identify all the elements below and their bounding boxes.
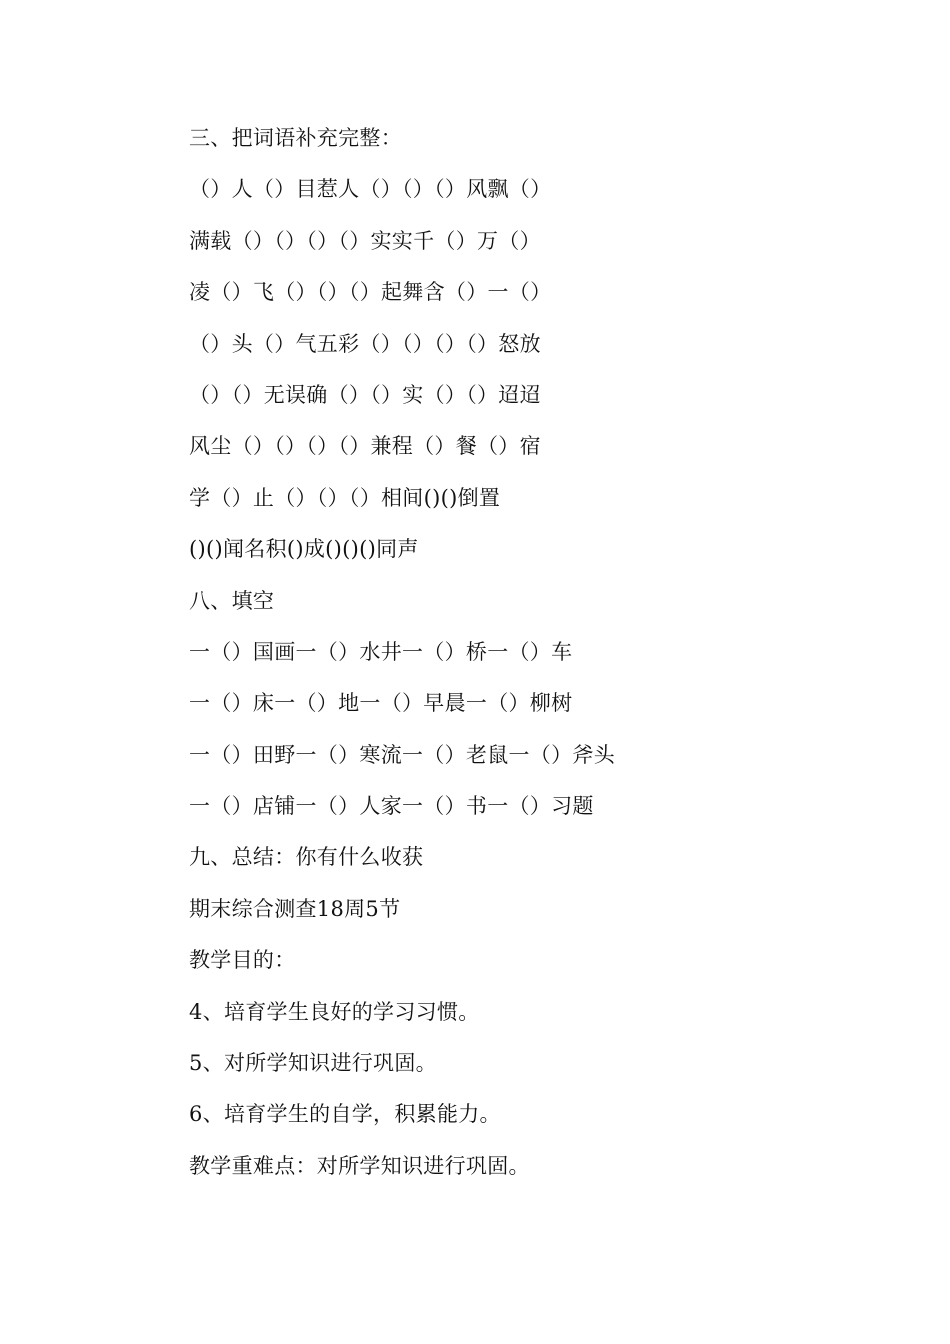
section-heading-fill-blank: 八、填空 <box>189 588 275 613</box>
exercise-line: （）头（）气五彩（）（）（）（）怒放 <box>189 331 541 356</box>
exercise-line: 风尘（）（）（）（）兼程（）餐（）宿 <box>189 434 541 459</box>
exercise-line: （）人（）目惹人（）（）（）风飘（） <box>189 177 552 202</box>
teaching-focus: 教学重难点：对所学知识进行巩固。 <box>189 1153 530 1178</box>
section-heading-fill-words: 三、把词语补充完整： <box>189 126 402 150</box>
teaching-goal-item: 6、培育学生的自学，积累能力。 <box>189 1102 501 1127</box>
exercise-line: 满载（）（）（）（）实实千（）万（） <box>189 228 541 253</box>
exercise-line: 一（）床一（）地一（）早晨一（）柳树 <box>189 691 573 716</box>
teaching-goal-item: 5、对所学知识进行巩固。 <box>189 1051 437 1076</box>
lesson-title: 期末综合测查18周5节 <box>189 896 401 921</box>
exercise-line: 一（）田野一（）寒流一（）老鼠一（）斧头 <box>189 742 615 767</box>
document-body <box>189 118 889 1197</box>
exercise-line: （）（）无误确（）（）实（）（）迢迢 <box>189 382 541 407</box>
teaching-goal-item: 4、培育学生良好的学习习惯。 <box>189 999 480 1024</box>
exercise-line: 学（）止（）（）（）相间()()倒置 <box>189 485 501 510</box>
teaching-goals-heading: 教学目的： <box>189 948 296 973</box>
section-heading-summary: 九、总结：你有什么收获 <box>189 845 424 870</box>
exercise-line: 凌（）飞（）（）（）起舞含（）一（） <box>189 280 552 305</box>
exercise-line: 一（）店铺一（）人家一（）书一（）习题 <box>189 794 594 819</box>
exercise-line: 一（）国画一（）水井一（）桥一（）车 <box>189 639 573 664</box>
exercise-line: ()()闻名积()成()()()同声 <box>189 537 419 562</box>
